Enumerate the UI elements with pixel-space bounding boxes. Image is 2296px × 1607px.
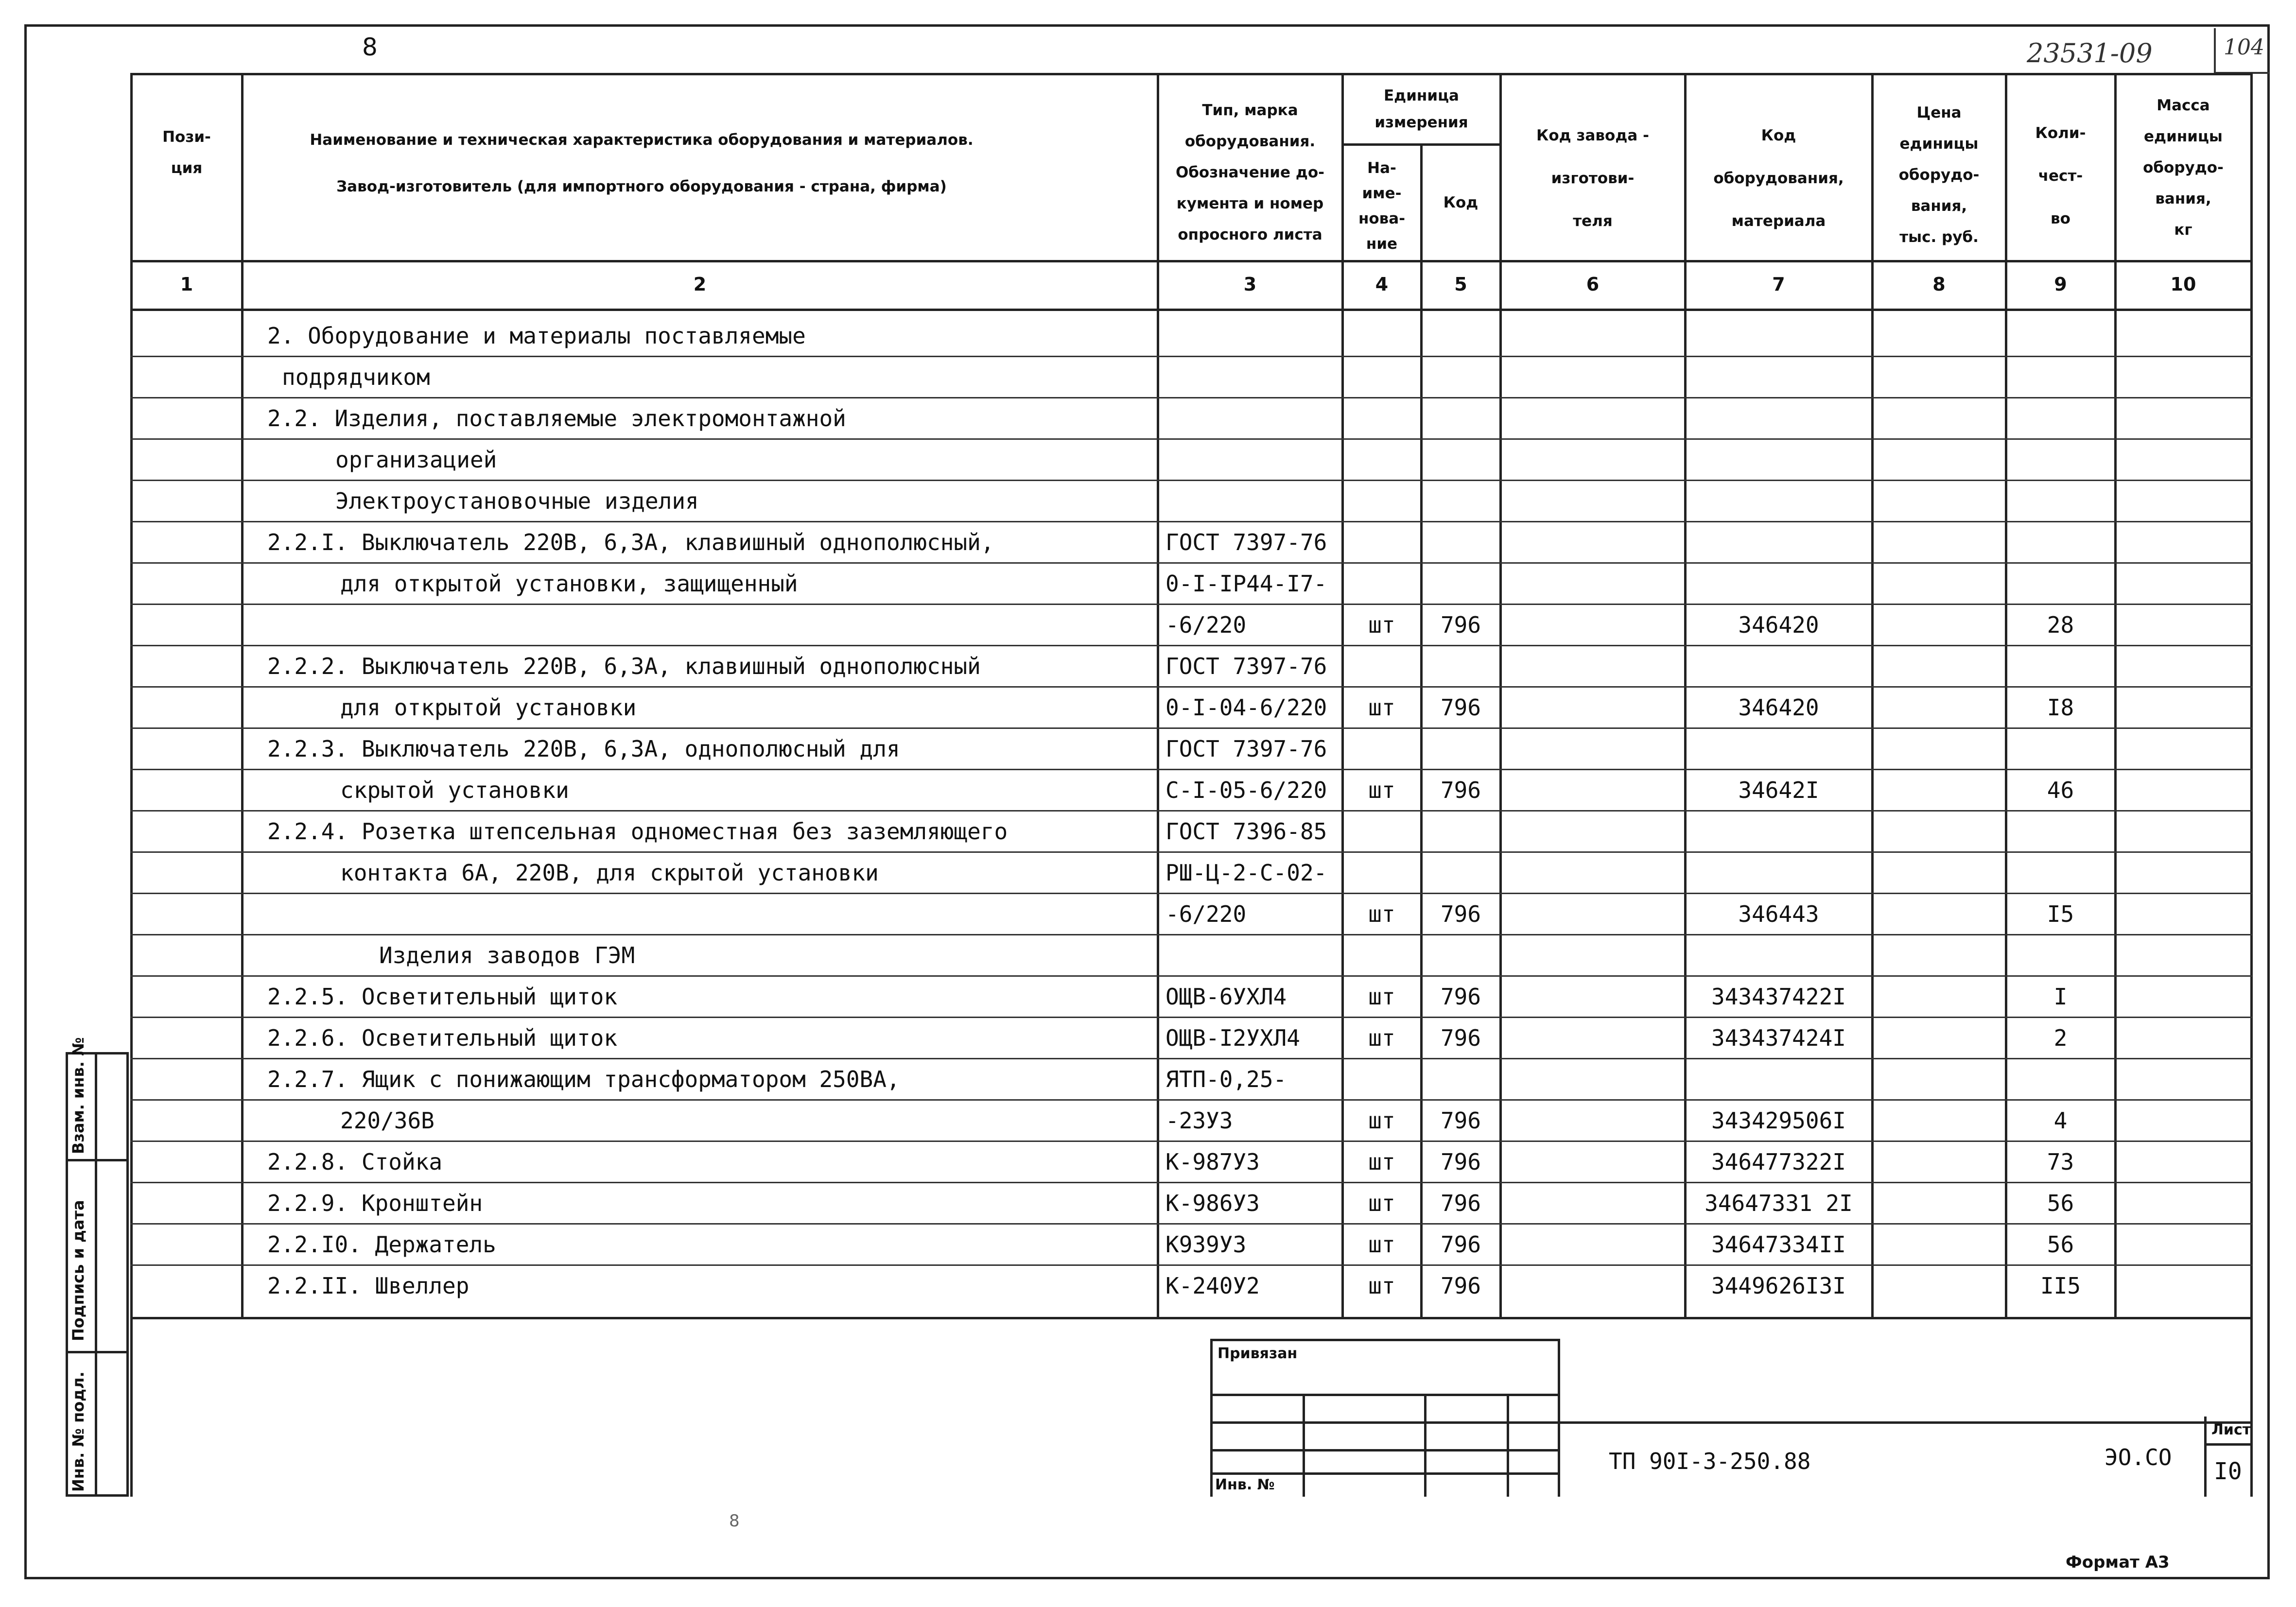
row-line <box>130 1140 2252 1142</box>
row-unit-code: 796 <box>1440 1190 1481 1216</box>
row-material-code: 3449626I3I <box>1711 1273 1846 1299</box>
row-type: ЯТП-0,25- <box>1165 1066 1287 1092</box>
archive-number: 23531-09 <box>2027 38 2153 69</box>
header-unit-name: На- име- нова- ние <box>1358 159 1406 253</box>
row-type: 0-I-04-6/220 <box>1165 694 1327 721</box>
row-line <box>130 397 2252 398</box>
col-number: 10 <box>2170 274 2196 295</box>
row-line <box>130 521 2252 522</box>
row-line <box>130 727 2252 729</box>
row-line <box>130 1099 2252 1101</box>
row-type: ГОСТ 7397-76 <box>1165 529 1327 555</box>
col-number: 7 <box>1772 274 1785 295</box>
row-name: организацией <box>335 447 497 473</box>
row-unit: шт <box>1368 1231 1395 1258</box>
row-name: 2.2.I. Выключатель 220В, 6,3А, клавишный однополюсный, <box>267 529 994 555</box>
row-unit: шт <box>1368 1190 1395 1216</box>
row-material-code: 346420 <box>1738 694 1819 721</box>
row-unit-code: 796 <box>1440 694 1481 721</box>
row-material-code: 346477322I <box>1711 1149 1846 1175</box>
inv-label: Инв. № <box>1215 1476 1275 1493</box>
row-line <box>130 356 2252 357</box>
col-number: 1 <box>180 274 193 295</box>
row-line <box>130 1223 2252 1225</box>
col-number: 3 <box>1243 274 1257 295</box>
header-unit-code: Код <box>1443 194 1478 211</box>
row-name: 2.2.II. Швеллер <box>267 1273 470 1299</box>
header-plant-code: Код завода - изготови- теля <box>1536 127 1649 230</box>
col-number: 2 <box>693 274 707 295</box>
row-type: ОЩВ-6УХЛ4 <box>1165 984 1287 1010</box>
header-material-code: Код оборудования, материала <box>1713 127 1844 230</box>
row-quantity: 56 <box>2047 1231 2074 1258</box>
row-line <box>130 562 2252 564</box>
bottom-mark: 8 <box>729 1511 740 1531</box>
row-unit: шт <box>1368 1273 1395 1299</box>
row-type: ГОСТ 7396-85 <box>1165 818 1327 845</box>
row-unit: шт <box>1368 1149 1395 1175</box>
row-unit-code: 796 <box>1440 1149 1481 1175</box>
side-vzam: Взам. инв. № <box>69 1037 87 1154</box>
row-line <box>130 645 2252 646</box>
row-name: Изделия заводов ГЭМ <box>379 942 635 968</box>
row-type: -6/220 <box>1165 612 1247 638</box>
row-name: 2.2.3. Выключатель 220В, 6,3А, однополюсный для <box>267 736 900 762</box>
row-quantity: 73 <box>2047 1149 2074 1175</box>
row-name: 2.2. Изделия, поставляемые электромонтажной <box>267 405 846 432</box>
row-unit: шт <box>1368 1107 1395 1134</box>
row-quantity: I8 <box>2047 694 2074 721</box>
header-mass: Масса единицы оборудо- вания, кг <box>2143 97 2224 239</box>
row-line <box>130 769 2252 770</box>
row-unit-code: 796 <box>1440 1273 1481 1299</box>
row-name: 2.2.7. Ящик с понижающим трансформатором 250ВА, <box>267 1066 900 1092</box>
row-name: для открытой установки, защищенный <box>340 570 798 597</box>
row-unit: шт <box>1368 694 1395 721</box>
row-unit-code: 796 <box>1440 901 1481 927</box>
row-quantity: 56 <box>2047 1190 2074 1216</box>
row-unit-code: 796 <box>1440 612 1481 638</box>
row-quantity: 4 <box>2053 1107 2068 1134</box>
col-number: 9 <box>2054 274 2067 295</box>
row-name: 2.2.5. Осветительный щиток <box>267 984 618 1010</box>
row-type: ГОСТ 7397-76 <box>1165 736 1327 762</box>
row-type: ОЩВ-I2УХЛ4 <box>1165 1025 1300 1051</box>
document-code: ТП 90I-3-250.88 <box>1609 1448 1811 1474</box>
row-line <box>130 1264 2252 1266</box>
row-unit-code: 796 <box>1440 777 1481 803</box>
sheet-label: Лист <box>2211 1421 2251 1438</box>
row-quantity: I5 <box>2047 901 2074 927</box>
document-suffix: ЭО.СО <box>2105 1444 2172 1470</box>
row-name: скрытой установки <box>340 777 569 803</box>
row-unit: шт <box>1368 1025 1395 1051</box>
row-line <box>130 604 2252 605</box>
row-material-code: 346420 <box>1738 612 1819 638</box>
row-material-code: 34642I <box>1738 777 1819 803</box>
row-line <box>130 1058 2252 1059</box>
row-name: 2.2.2. Выключатель 220В, 6,3А, клавишный однополюсный <box>267 653 981 679</box>
row-line <box>130 1017 2252 1018</box>
row-material-code: 34647334II <box>1711 1231 1846 1258</box>
row-name: 2.2.6. Осветительный щиток <box>267 1025 618 1051</box>
row-line <box>130 851 2252 853</box>
row-material-code: 343437422I <box>1711 984 1846 1010</box>
row-unit: шт <box>1368 901 1395 927</box>
row-unit: шт <box>1368 984 1395 1010</box>
header-position: Пози- ция <box>162 128 211 177</box>
row-type: К-240У2 <box>1165 1273 1260 1299</box>
row-material-code: 343437424I <box>1711 1025 1846 1051</box>
row-name: 2.2.8. Стойка <box>267 1149 443 1175</box>
row-name: Электроустановочные изделия <box>335 488 699 514</box>
row-type: К-987У3 <box>1165 1149 1260 1175</box>
side-podpis: Подпись и дата <box>69 1200 87 1341</box>
row-name: 2.2.4. Розетка штепсельная одноместная без заземляющего <box>267 818 1008 845</box>
row-name: 220/36В <box>340 1107 435 1134</box>
row-quantity: 2 <box>2053 1025 2068 1051</box>
header-type: Тип, марка оборудования. Обозначение до- кумента и номер опросного листа <box>1175 102 1325 243</box>
row-quantity: I <box>2053 984 2068 1010</box>
row-line <box>130 975 2252 977</box>
row-quantity: 28 <box>2047 612 2074 638</box>
row-material-code: 346443 <box>1738 901 1819 927</box>
row-name: 2.2.I0. Держатель <box>267 1231 496 1258</box>
format-label: Формат А3 <box>2066 1553 2170 1572</box>
row-unit-code: 796 <box>1440 1025 1481 1051</box>
archive-sheet: 104 <box>2224 35 2264 60</box>
row-name: для открытой установки <box>340 694 637 721</box>
row-line <box>130 1182 2252 1183</box>
row-unit-code: 796 <box>1440 984 1481 1010</box>
row-type: К939У3 <box>1165 1231 1247 1258</box>
row-type: К-986У3 <box>1165 1190 1260 1216</box>
row-name: 2.2.9. Кронштейн <box>267 1190 483 1216</box>
row-unit-code: 796 <box>1440 1231 1481 1258</box>
row-unit: шт <box>1368 612 1395 638</box>
header-price: Цена единицы оборудо- вания, тыс. руб. <box>1898 104 1980 246</box>
page-number: 8 <box>362 33 378 61</box>
row-name: контакта 6А, 220В, для скрытой установки <box>340 860 879 886</box>
row-type: С-I-05-6/220 <box>1165 777 1327 803</box>
row-type: ГОСТ 7397-76 <box>1165 653 1327 679</box>
header-name: Наименование и техническая характеристика оборудования и материалов. Завод-изготовитель (для импортного оборудования - страна, фирма) <box>310 131 974 195</box>
row-line <box>130 893 2252 894</box>
col-number: 5 <box>1454 274 1467 295</box>
row-unit-code: 796 <box>1440 1107 1481 1134</box>
row-type: 0-I-IP44-I7- <box>1165 570 1327 597</box>
row-line <box>130 480 2252 481</box>
row-line <box>130 934 2252 935</box>
row-name: подрядчиком <box>282 364 430 390</box>
row-material-code: 343429506I <box>1711 1107 1846 1134</box>
row-line <box>130 686 2252 688</box>
header-quantity: Коли- чест- во <box>2035 124 2086 227</box>
row-name: 2. Оборудование и материалы поставляемые <box>267 323 806 349</box>
row-material-code: 34647331 2I <box>1705 1190 1853 1216</box>
row-type: РШ-Ц-2-С-02- <box>1165 860 1327 886</box>
row-quantity: II5 <box>2040 1273 2081 1299</box>
header-unit-group: Единица измерения <box>1374 87 1468 131</box>
row-line <box>130 810 2252 812</box>
col-number: 8 <box>1932 274 1946 295</box>
side-inv-podl: Инв. № подл. <box>69 1371 87 1492</box>
col-number: 6 <box>1586 274 1600 295</box>
row-type: -23У3 <box>1165 1107 1233 1134</box>
sheet-number: I0 <box>2214 1458 2242 1485</box>
bound-label: Привязан <box>1218 1345 1298 1362</box>
col-number: 4 <box>1375 274 1389 295</box>
row-unit: шт <box>1368 777 1395 803</box>
row-line <box>130 438 2252 440</box>
row-type: -6/220 <box>1165 901 1247 927</box>
row-quantity: 46 <box>2047 777 2074 803</box>
